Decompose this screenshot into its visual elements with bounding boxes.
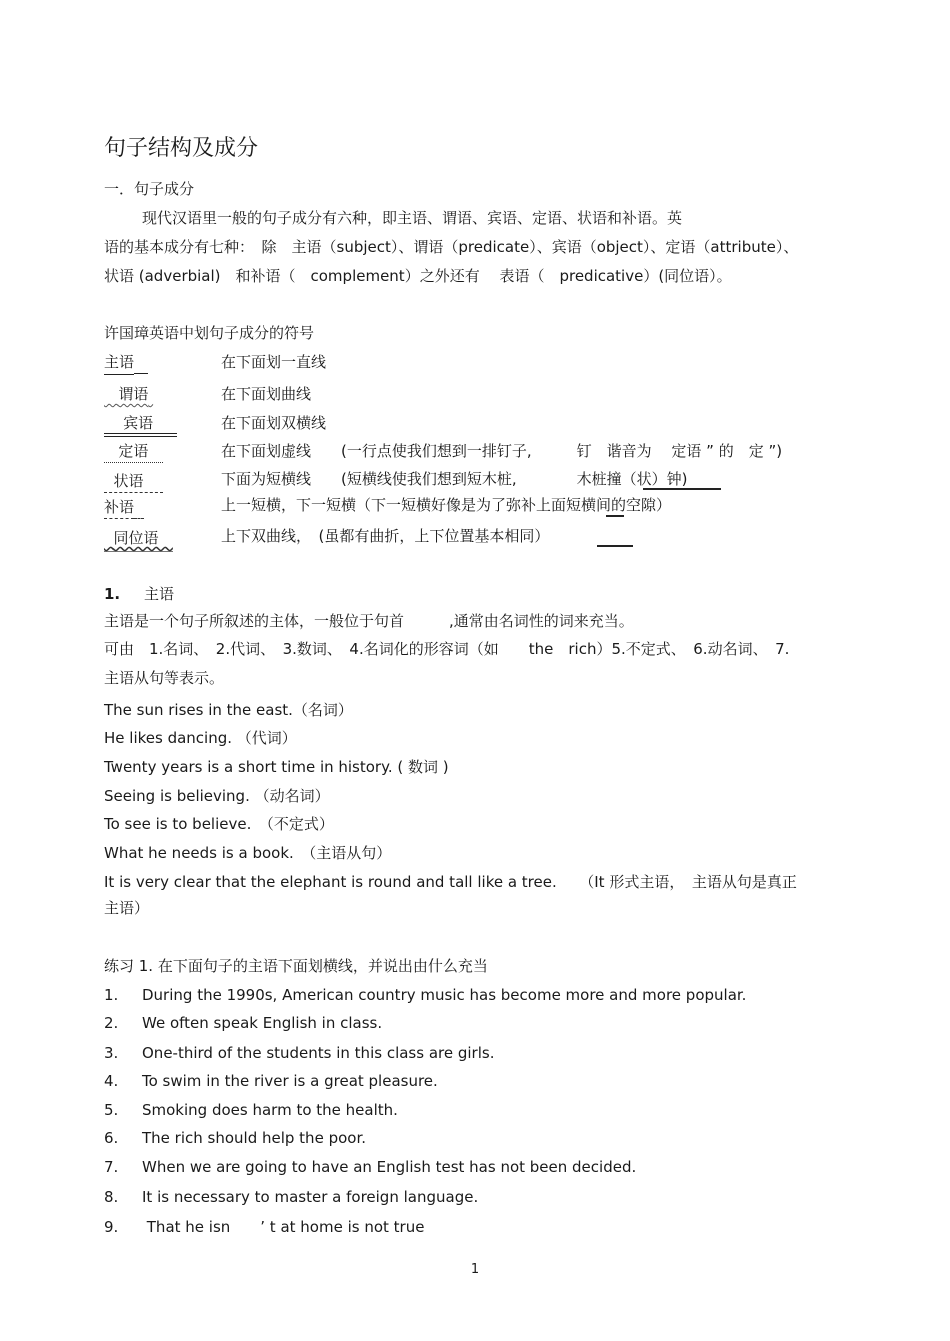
subject-title: 主语 (143, 585, 174, 603)
symbol-attribute-label: 定语 (118, 442, 149, 460)
adverbial-underline-mark (643, 488, 721, 490)
intro-line-1: 现代汉语里一般的句子成分有六种，即主语、谓语、宾语、定语、状语和补语。英 (142, 209, 683, 227)
exercise-item-number: 5. (104, 1101, 119, 1119)
symbol-adverbial-label: 状语 (113, 472, 144, 490)
subject-number: 1. (104, 585, 121, 603)
exercise-item-text: We often speak English in class. (142, 1014, 383, 1032)
symbol-appositive-label: 同位语 (113, 529, 159, 547)
symbols-heading: 许国璋英语中划句子成分的符号 (104, 324, 315, 342)
symbol-complement-label: 补语 (104, 498, 134, 519)
symbol-desc-subject: 在下面划一直线 (221, 353, 327, 371)
example-3: Twenty years is a short time in history. ( 数词 ) (104, 758, 449, 776)
symbol-desc-attribute: 在下面划虚线 (一行点使我们想到一排钉子, 钉 谐音为 定语 ” 的 定 ”) (221, 442, 783, 460)
symbol-label-object (104, 412, 177, 433)
page-title: 句子结构及成分 (104, 136, 259, 161)
symbol-subject-label: 主语 (104, 351, 134, 375)
exercise-heading: 练习 1. 在下面句子的主语下面划横线，并说出由什么充当 (104, 957, 488, 975)
exercise-item-number: 8. (104, 1188, 119, 1206)
symbol-desc-appositive: 上下双曲线， (虽都有曲折，上下位置基本相同） (221, 527, 550, 545)
subject-definition: 主语是一个句子所叙述的主体，一般位于句首 ,通常由名词性的词来充当。 (104, 612, 634, 630)
exercise-item (104, 1129, 366, 1147)
appositive-bar-mark (597, 545, 633, 547)
exercise-item-text: That he isn ’ t at home is not true (142, 1218, 425, 1236)
exercise-item (104, 1216, 424, 1237)
intro-line-3: 状语 (adverbial) 和补语（ complement）之外还有 表语（ predicative）(同位语）。 (104, 267, 732, 285)
symbol-desc-adverbial: 下面为短横线 (短横线使我们想到短木桩, 木桩撞（状）钟) (221, 470, 688, 488)
exercise-item (104, 1158, 636, 1176)
symbol-desc-object: 在下面划双横线 (221, 414, 327, 432)
exercise-item-text: It is necessary to master a foreign language. (142, 1188, 479, 1206)
example-5: To see is to believe. （不定式） (104, 815, 334, 833)
exercise-item-number: 3. (104, 1044, 119, 1062)
exercise-item (104, 986, 746, 1004)
complement-bar-mark (606, 515, 624, 517)
exercise-item-number: 1. (104, 986, 119, 1004)
exercise-item-number: 7. (104, 1158, 119, 1176)
exercise-item-text: When we are going to have an English test has not been decided. (142, 1158, 637, 1176)
exercise-item-text: To swim in the river is a great pleasure. (142, 1072, 438, 1090)
exercise-item-text: One-third of the students in this class are girls. (142, 1044, 495, 1062)
subject-heading (104, 583, 174, 604)
symbol-label-appositive (104, 527, 173, 548)
symbol-desc-complement: 上一短横，下一短横（下一短横好像是为了弥补上面短横间的空隙） (221, 496, 672, 514)
symbol-label-predicate (104, 383, 153, 404)
example-4: Seeing is believing. （动名词） (104, 787, 330, 805)
symbol-desc-predicate: 在下面划曲线 (221, 385, 312, 403)
page-number: 1 (470, 1262, 480, 1277)
exercise-item-text: The rich should help the poor. (142, 1129, 366, 1147)
intro-line-2: 语的基本成分有七种： 除 主语（subject）、谓语（predicate）、宾语（object）、定语（attribute）、 (104, 238, 799, 256)
symbol-label-subject (104, 351, 148, 375)
exercise-item-number: 6. (104, 1129, 119, 1147)
symbol-label-attribute (104, 440, 163, 461)
exercise-item (104, 1188, 478, 1206)
symbol-object-label: 宾语 (123, 414, 154, 432)
example-it-line-1: It is very clear that the elephant is round and tall like a tree. （It 形式主语， 主语从句是真正 (104, 873, 797, 891)
section-heading: 一．句子成分 (104, 180, 195, 198)
symbol-predicate-label: 谓语 (118, 385, 149, 403)
exercise-item-text: Smoking does harm to the health. (142, 1101, 398, 1119)
symbol-label-adverbial (104, 470, 163, 491)
subject-forms-line-2: 主语从句等表示。 (104, 669, 225, 687)
example-1: The sun rises in the east.（名词） (104, 701, 353, 719)
exercise-item-number: 2. (104, 1014, 119, 1032)
example-2: He likes dancing. （代词） (104, 729, 297, 747)
symbol-label-complement (104, 496, 144, 517)
exercise-item (104, 1014, 382, 1032)
exercise-item (104, 1101, 398, 1119)
exercise-item (104, 1044, 494, 1062)
exercise-item-number: 4. (104, 1072, 119, 1090)
example-it-line-2: 主语） (104, 899, 150, 917)
exercise-item-number: 9. (104, 1218, 119, 1236)
exercise-item-text: During the 1990s, American country music has become more and more popular. (142, 986, 747, 1004)
example-6: What he needs is a book. （主语从句） (104, 844, 392, 862)
exercise-item (104, 1072, 438, 1090)
subject-forms-line-1: 可由 1.名词、 2.代词、 3.数词、 4.名词化的形容词（如 the rich）5.不定式、 6.动名词、 7. (104, 640, 790, 658)
